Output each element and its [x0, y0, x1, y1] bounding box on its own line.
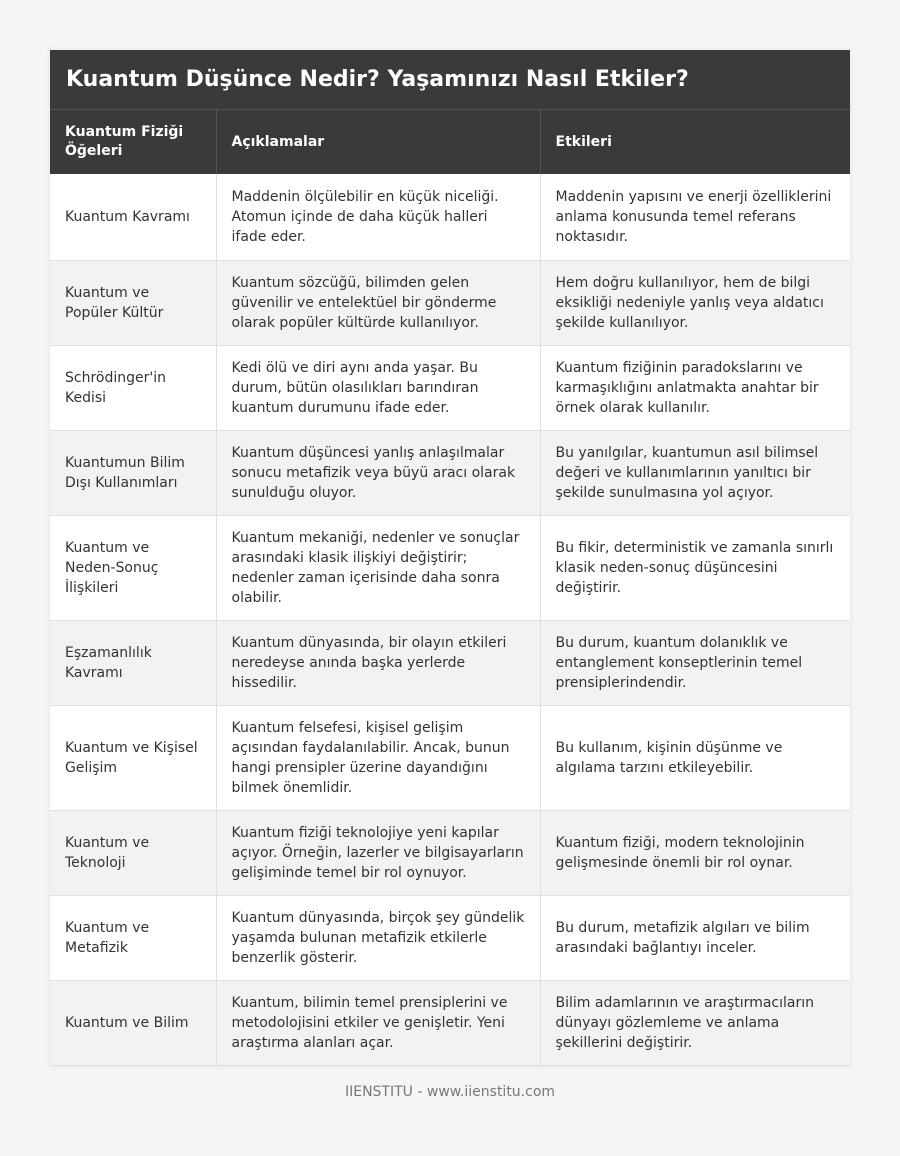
- cell-description: Kuantum mekaniği, nedenler ve sonuçlar arasındaki klasik ilişkiyi değiştirir; nedenler zaman içerisinde daha sonra olabilir.: [216, 515, 540, 620]
- cell-description: Kuantum sözcüğü, bilimden gelen güvenilir ve entelektüel bir gönderme olarak popüler kültürde kullanılıyor.: [216, 260, 540, 345]
- cell-effect: Kuantum fiziği, modern teknolojinin gelişmesinde önemli bir rol oynar.: [540, 810, 850, 895]
- column-header-effects: Etkileri: [540, 110, 850, 174]
- cell-effect: Bu yanılgılar, kuantumun asıl bilimsel değeri ve kullanımlarının yanıltıcı bir şekilde sunulmasına yol açıyor.: [540, 430, 850, 515]
- cell-description: Kuantum dünyasında, birçok şey gündelik yaşamda bulunan metafizik etkilerle benzerlik gösterir.: [216, 895, 540, 980]
- cell-description: Kuantum dünyasında, bir olayın etkileri neredeyse anında başka yerlerde hissedilir.: [216, 620, 540, 705]
- cell-element: Kuantum ve Neden-Sonuç İlişkileri: [50, 515, 216, 620]
- table-row: [50, 980, 850, 1065]
- column-header-descriptions: Açıklamalar: [216, 110, 540, 174]
- table-row: [50, 515, 850, 620]
- table-header-row: [50, 110, 850, 174]
- cell-description: Maddenin ölçülebilir en küçük niceliği. Atomun içinde de daha küçük halleri ifade eder.: [216, 174, 540, 260]
- table-row: [50, 705, 850, 810]
- cell-description: Kuantum felsefesi, kişisel gelişim açısından faydalanılabilir. Ancak, bunun hangi prensipler üzerine dayandığını bilmek önemlidir.: [216, 705, 540, 810]
- cell-description: Kedi ölü ve diri aynı anda yaşar. Bu durum, bütün olasılıkları barındıran kuantum durumunu ifade eder.: [216, 345, 540, 430]
- cell-effect: Kuantum fiziğinin paradokslarını ve karmaşıklığını anlatmakta anahtar bir örnek olarak kullanılır.: [540, 345, 850, 430]
- cell-effect: Bilim adamlarının ve araştırmacıların dünyayı gözlemleme ve anlama şekillerini değiştirir.: [540, 980, 850, 1065]
- footer-credit: IIENSTITU - www.iienstitu.com: [344, 1084, 556, 1100]
- table-row: [50, 345, 850, 430]
- cell-element: Kuantum Kavramı: [50, 174, 216, 260]
- table-row: [50, 430, 850, 515]
- cell-element: Kuantum ve Popüler Kültür: [50, 260, 216, 345]
- table-row: [50, 895, 850, 980]
- cell-description: Kuantum düşüncesi yanlış anlaşılmalar sonucu metafizik veya büyü aracı olarak sunulduğu oluyor.: [216, 430, 540, 515]
- table-row: [50, 260, 850, 345]
- table-row: [50, 810, 850, 895]
- cell-element: Eşzamanlılık Kavramı: [50, 620, 216, 705]
- cell-element: Kuantum ve Metafizik: [50, 895, 216, 980]
- title-bar: [50, 50, 850, 110]
- cell-effect: Bu kullanım, kişinin düşünme ve algılama tarzını etkileyebilir.: [540, 705, 850, 810]
- cell-element: Kuantumun Bilim Dışı Kullanımları: [50, 430, 216, 515]
- cell-effect: Bu fikir, deterministik ve zamanla sınırlı klasik neden-sonuç düşüncesini değiştirir.: [540, 515, 850, 620]
- column-header-elements: Kuantum Fiziği Öğeleri: [50, 110, 216, 174]
- cell-element: Kuantum ve Kişisel Gelişim: [50, 705, 216, 810]
- table-row: [50, 620, 850, 705]
- table-row: [50, 174, 850, 260]
- table-body: [50, 174, 850, 1065]
- cell-effect: Hem doğru kullanılıyor, hem de bilgi eksikliği nedeniyle yanlış veya aldatıcı şekilde kullanılıyor.: [540, 260, 850, 345]
- info-table: [50, 110, 850, 1066]
- cell-effect: Bu durum, metafizik algıları ve bilim arasındaki bağlantıyı inceler.: [540, 895, 850, 980]
- content-card: [50, 50, 850, 1066]
- table-header: [50, 110, 850, 174]
- cell-effect: Maddenin yapısını ve enerji özelliklerini anlama konusunda temel referans noktasıdır.: [540, 174, 850, 260]
- cell-description: Kuantum fiziği teknolojiye yeni kapılar açıyor. Örneğin, lazerler ve bilgisayarların gelişiminde temel bir rol oynuyor.: [216, 810, 540, 895]
- cell-element: Kuantum ve Bilim: [50, 980, 216, 1065]
- page-title: Kuantum Düşünce Nedir? Yaşamınızı Nasıl Etkiler?: [66, 67, 689, 92]
- cell-element: Kuantum ve Teknoloji: [50, 810, 216, 895]
- cell-effect: Bu durum, kuantum dolanıklık ve entanglement konseptlerinin temel prensiplerindendir.: [540, 620, 850, 705]
- cell-element: Schrödinger'in Kedisi: [50, 345, 216, 430]
- cell-description: Kuantum, bilimin temel prensiplerini ve metodolojisini etkiler ve genişletir. Yeni araştırma alanları açar.: [216, 980, 540, 1065]
